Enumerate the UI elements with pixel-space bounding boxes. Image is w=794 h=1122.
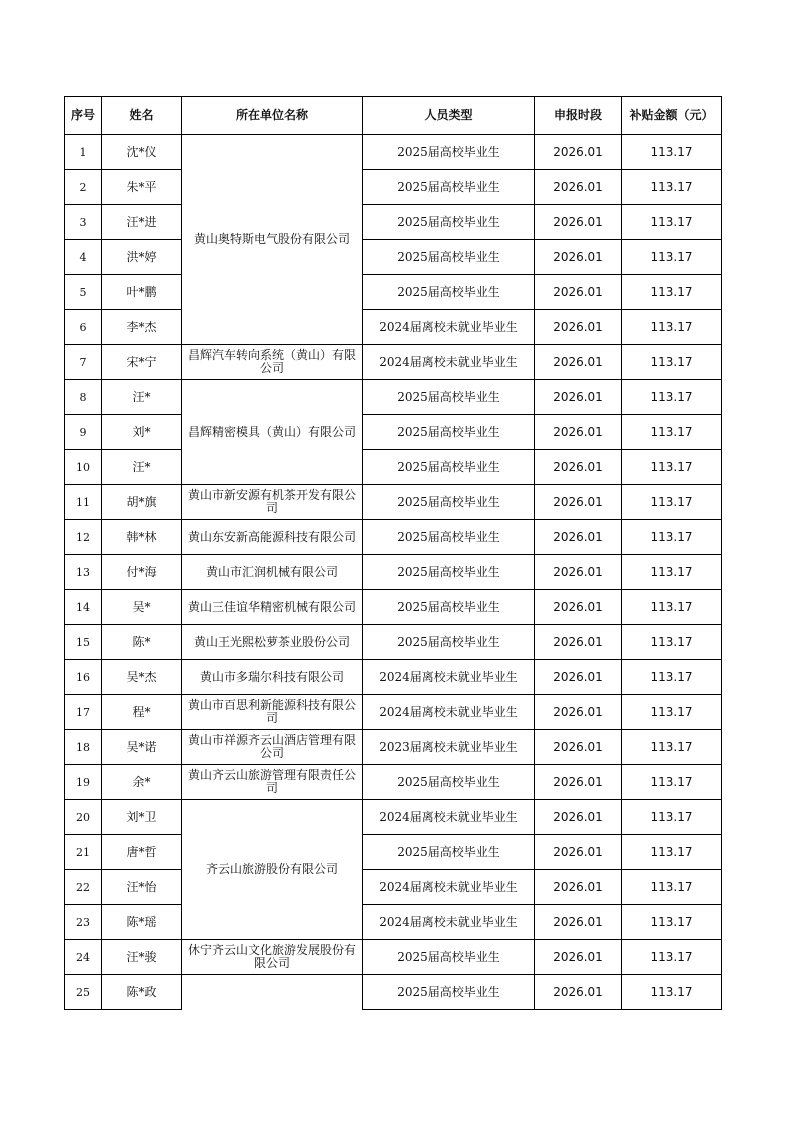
table-row xyxy=(65,520,722,555)
cell-name: 洪*婷 xyxy=(102,240,182,275)
table-row xyxy=(65,905,722,940)
cell-period: 2026.01 xyxy=(535,730,622,765)
cell-period: 2026.01 xyxy=(535,450,622,485)
cell-period: 2026.01 xyxy=(535,485,622,520)
cell-amount: 113.17 xyxy=(622,765,722,800)
cell-seq: 19 xyxy=(65,765,102,800)
table-row xyxy=(65,660,722,695)
cell-seq: 25 xyxy=(65,975,102,1010)
cell-seq: 5 xyxy=(65,275,102,310)
cell-name: 汪*怡 xyxy=(102,870,182,905)
cell-amount: 113.17 xyxy=(622,205,722,240)
cell-unit: 黄山市百思利新能源科技有限公司 xyxy=(182,695,363,730)
cell-period: 2026.01 xyxy=(535,765,622,800)
cell-name: 汪* xyxy=(102,380,182,415)
cell-seq: 13 xyxy=(65,555,102,590)
cell-seq: 2 xyxy=(65,170,102,205)
cell-name: 胡*旗 xyxy=(102,485,182,520)
cell-name: 韩*林 xyxy=(102,520,182,555)
cell-period: 2026.01 xyxy=(535,135,622,170)
cell-period: 2026.01 xyxy=(535,415,622,450)
cell-type: 2025届高校毕业生 xyxy=(363,485,535,520)
cell-unit: 昌辉汽车转向系统（黄山）有限公司 xyxy=(182,345,363,380)
cell-name: 陈* xyxy=(102,625,182,660)
cell-seq: 8 xyxy=(65,380,102,415)
cell-period: 2026.01 xyxy=(535,240,622,275)
cell-amount: 113.17 xyxy=(622,170,722,205)
cell-unit: 黄山市祥源齐云山酒店管理有限公司 xyxy=(182,730,363,765)
cell-seq: 14 xyxy=(65,590,102,625)
table-row xyxy=(65,975,722,1010)
header-type: 人员类型 xyxy=(363,97,535,135)
cell-unit-empty xyxy=(182,975,363,1010)
cell-amount: 113.17 xyxy=(622,135,722,170)
cell-type: 2025届高校毕业生 xyxy=(363,555,535,590)
table-row xyxy=(65,800,722,835)
table-row xyxy=(65,240,722,275)
cell-type: 2025届高校毕业生 xyxy=(363,205,535,240)
cell-name: 吴*杰 xyxy=(102,660,182,695)
table-row xyxy=(65,170,722,205)
cell-name: 吴* xyxy=(102,590,182,625)
cell-seq: 22 xyxy=(65,870,102,905)
cell-seq: 12 xyxy=(65,520,102,555)
cell-period: 2026.01 xyxy=(535,590,622,625)
cell-amount: 113.17 xyxy=(622,380,722,415)
cell-unit: 黄山王光熙松萝茶业股份公司 xyxy=(182,625,363,660)
cell-amount: 113.17 xyxy=(622,590,722,625)
table-row xyxy=(65,345,722,380)
cell-type: 2024届离校未就业毕业生 xyxy=(363,905,535,940)
cell-unit: 黄山三佳谊华精密机械有限公司 xyxy=(182,590,363,625)
cell-amount: 113.17 xyxy=(622,800,722,835)
cell-amount: 113.17 xyxy=(622,695,722,730)
cell-name: 汪*进 xyxy=(102,205,182,240)
table-row xyxy=(65,275,722,310)
cell-name: 刘*卫 xyxy=(102,800,182,835)
cell-type: 2024届离校未就业毕业生 xyxy=(363,660,535,695)
cell-amount: 113.17 xyxy=(622,240,722,275)
cell-name: 汪*骏 xyxy=(102,940,182,975)
table-row xyxy=(65,835,722,870)
cell-amount: 113.17 xyxy=(622,835,722,870)
cell-period: 2026.01 xyxy=(535,835,622,870)
cell-unit: 黄山齐云山旅游管理有限责任公司 xyxy=(182,765,363,800)
table-row xyxy=(65,485,722,520)
cell-period: 2026.01 xyxy=(535,905,622,940)
cell-type: 2025届高校毕业生 xyxy=(363,135,535,170)
cell-unit: 黄山市新安源有机茶开发有限公司 xyxy=(182,485,363,520)
table-header-row xyxy=(65,97,722,135)
cell-amount: 113.17 xyxy=(622,625,722,660)
table-row xyxy=(65,730,722,765)
header-period: 申报时段 xyxy=(535,97,622,135)
cell-unit: 黄山奥特斯电气股份有限公司 xyxy=(182,135,363,345)
subsidy-table xyxy=(64,96,722,1010)
cell-type: 2025届高校毕业生 xyxy=(363,940,535,975)
cell-period: 2026.01 xyxy=(535,520,622,555)
cell-type: 2024届离校未就业毕业生 xyxy=(363,800,535,835)
cell-amount: 113.17 xyxy=(622,940,722,975)
cell-unit: 黄山市多瑞尔科技有限公司 xyxy=(182,660,363,695)
table-row xyxy=(65,135,722,170)
cell-seq: 4 xyxy=(65,240,102,275)
cell-name: 余* xyxy=(102,765,182,800)
cell-type: 2024届离校未就业毕业生 xyxy=(363,870,535,905)
table-row xyxy=(65,450,722,485)
cell-period: 2026.01 xyxy=(535,170,622,205)
cell-name: 朱*平 xyxy=(102,170,182,205)
cell-period: 2026.01 xyxy=(535,695,622,730)
cell-seq: 16 xyxy=(65,660,102,695)
cell-amount: 113.17 xyxy=(622,520,722,555)
cell-period: 2026.01 xyxy=(535,275,622,310)
cell-period: 2026.01 xyxy=(535,380,622,415)
cell-name: 刘* xyxy=(102,415,182,450)
table-row xyxy=(65,765,722,800)
cell-seq: 11 xyxy=(65,485,102,520)
cell-period: 2026.01 xyxy=(535,660,622,695)
cell-amount: 113.17 xyxy=(622,415,722,450)
cell-name: 宋*宁 xyxy=(102,345,182,380)
cell-period: 2026.01 xyxy=(535,940,622,975)
table-row xyxy=(65,590,722,625)
cell-type: 2025届高校毕业生 xyxy=(363,240,535,275)
cell-seq: 21 xyxy=(65,835,102,870)
cell-type: 2025届高校毕业生 xyxy=(363,275,535,310)
cell-type: 2025届高校毕业生 xyxy=(363,170,535,205)
cell-type: 2025届高校毕业生 xyxy=(363,415,535,450)
cell-seq: 23 xyxy=(65,905,102,940)
table-row xyxy=(65,625,722,660)
cell-seq: 15 xyxy=(65,625,102,660)
cell-name: 叶*鹏 xyxy=(102,275,182,310)
table-row xyxy=(65,205,722,240)
cell-seq: 7 xyxy=(65,345,102,380)
cell-period: 2026.01 xyxy=(535,975,622,1010)
table-row xyxy=(65,380,722,415)
cell-amount: 113.17 xyxy=(622,485,722,520)
cell-type: 2024届离校未就业毕业生 xyxy=(363,310,535,345)
cell-type: 2025届高校毕业生 xyxy=(363,520,535,555)
table-row xyxy=(65,870,722,905)
cell-unit: 休宁齐云山文化旅游发展股份有限公司 xyxy=(182,940,363,975)
cell-type: 2025届高校毕业生 xyxy=(363,380,535,415)
cell-type: 2024届离校未就业毕业生 xyxy=(363,345,535,380)
cell-period: 2026.01 xyxy=(535,870,622,905)
cell-period: 2026.01 xyxy=(535,625,622,660)
cell-amount: 113.17 xyxy=(622,660,722,695)
cell-amount: 113.17 xyxy=(622,975,722,1010)
cell-seq: 24 xyxy=(65,940,102,975)
cell-amount: 113.17 xyxy=(622,555,722,590)
cell-type: 2025届高校毕业生 xyxy=(363,835,535,870)
cell-name: 付*海 xyxy=(102,555,182,590)
cell-type: 2025届高校毕业生 xyxy=(363,975,535,1010)
cell-type: 2025届高校毕业生 xyxy=(363,450,535,485)
cell-period: 2026.01 xyxy=(535,205,622,240)
cell-period: 2026.01 xyxy=(535,555,622,590)
cell-amount: 113.17 xyxy=(622,905,722,940)
cell-type: 2025届高校毕业生 xyxy=(363,625,535,660)
cell-period: 2026.01 xyxy=(535,310,622,345)
cell-amount: 113.17 xyxy=(622,870,722,905)
cell-name: 李*杰 xyxy=(102,310,182,345)
table-row xyxy=(65,940,722,975)
cell-seq: 10 xyxy=(65,450,102,485)
cell-unit: 昌辉精密模具（黄山）有限公司 xyxy=(182,380,363,485)
table-row xyxy=(65,415,722,450)
cell-name: 沈*仪 xyxy=(102,135,182,170)
cell-name: 唐*哲 xyxy=(102,835,182,870)
cell-seq: 6 xyxy=(65,310,102,345)
header-seq: 序号 xyxy=(65,97,102,135)
table-row xyxy=(65,555,722,590)
cell-name: 陈*政 xyxy=(102,975,182,1010)
cell-type: 2025届高校毕业生 xyxy=(363,590,535,625)
cell-name: 吴*诺 xyxy=(102,730,182,765)
cell-seq: 9 xyxy=(65,415,102,450)
header-name: 姓名 xyxy=(102,97,182,135)
cell-name: 陈*瑶 xyxy=(102,905,182,940)
cell-period: 2026.01 xyxy=(535,800,622,835)
cell-type: 2023届离校未就业毕业生 xyxy=(363,730,535,765)
cell-amount: 113.17 xyxy=(622,730,722,765)
cell-name: 汪* xyxy=(102,450,182,485)
cell-seq: 20 xyxy=(65,800,102,835)
cell-seq: 3 xyxy=(65,205,102,240)
cell-amount: 113.17 xyxy=(622,275,722,310)
header-unit: 所在单位名称 xyxy=(182,97,363,135)
cell-amount: 113.17 xyxy=(622,450,722,485)
cell-period: 2026.01 xyxy=(535,345,622,380)
cell-unit: 黄山东安新高能源科技有限公司 xyxy=(182,520,363,555)
cell-seq: 1 xyxy=(65,135,102,170)
table-row xyxy=(65,695,722,730)
cell-seq: 18 xyxy=(65,730,102,765)
cell-type: 2025届高校毕业生 xyxy=(363,765,535,800)
cell-seq: 17 xyxy=(65,695,102,730)
header-amount: 补贴金额（元） xyxy=(622,97,722,135)
cell-name: 程* xyxy=(102,695,182,730)
cell-amount: 113.17 xyxy=(622,310,722,345)
cell-unit: 黄山市汇润机械有限公司 xyxy=(182,555,363,590)
cell-amount: 113.17 xyxy=(622,345,722,380)
cell-type: 2024届离校未就业毕业生 xyxy=(363,695,535,730)
table-row xyxy=(65,310,722,345)
cell-unit: 齐云山旅游股份有限公司 xyxy=(182,800,363,940)
